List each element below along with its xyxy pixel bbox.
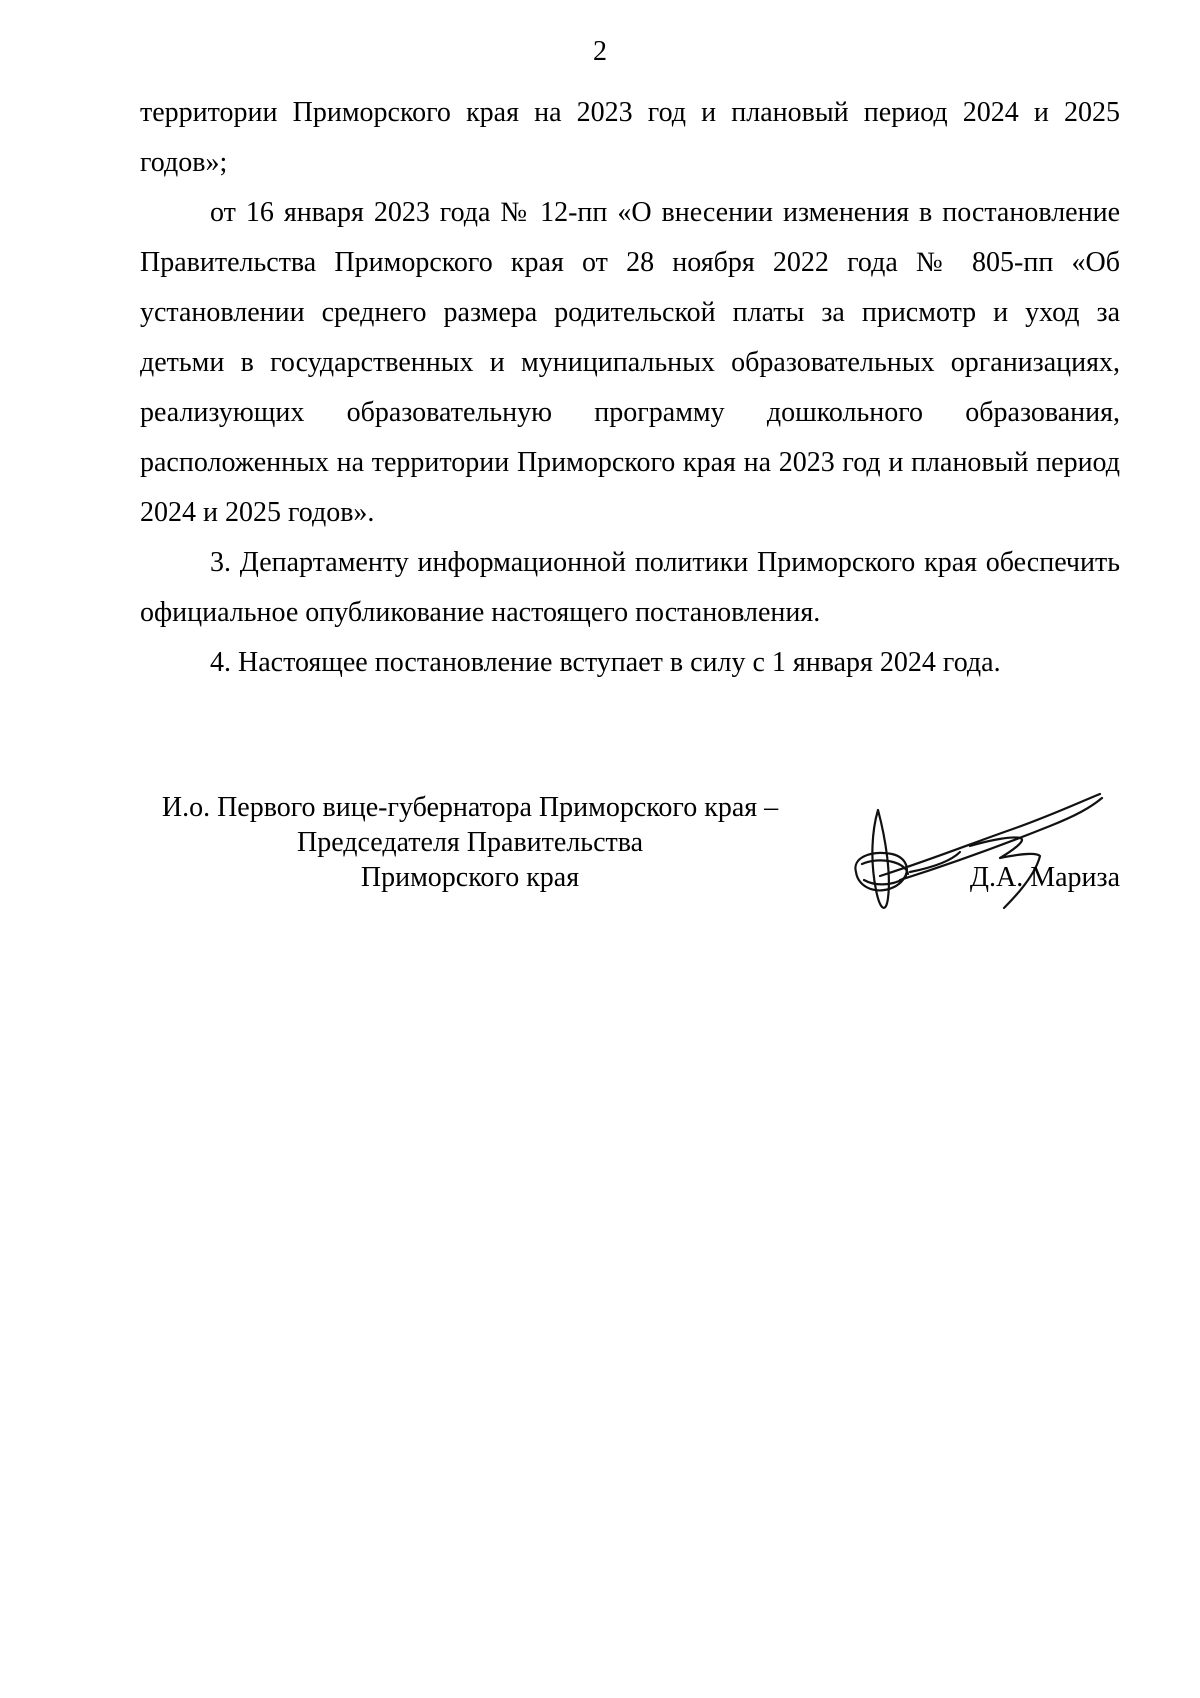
paragraph-item-4: 4. Настоящее постановление вступает в силу с 1 января 2024 года.	[210, 647, 1001, 678]
signatory-title	[140, 790, 800, 895]
signatory-title-line-1: И.о. Первого вице-губернатора Приморского края –	[161, 792, 779, 823]
page-number: 2	[593, 36, 607, 67]
signature-block	[140, 790, 1120, 920]
signatory-title-line-3: Приморского края	[360, 862, 580, 893]
paragraph-item-3: 3. Департаменту информационной политики Приморского края обеспечить официальное опубликование настоящего постановления.	[140, 547, 1120, 628]
paragraph-amendment-reference: от 16 января 2023 года № 12-пп «О внесении изменения в постановление Правительства Приморского края от 28 ноября 2022 года № 805-пп «Об установлении среднего размера родительской платы за присмотр и уход за детьми в государственных и муниципальных образовательных организациях, реализующих образовательную программу дошкольного образования, расположенных на территории Приморского края на 2023 год и плановый период 2024 и 2025 годов».	[140, 197, 1120, 528]
signatory-name: Д.А. Мариза	[969, 862, 1120, 893]
handwritten-signature	[760, 780, 1140, 920]
paragraph-continuation: территории Приморского края на 2023 год и плановый период 2024 и 2025 годов»;	[140, 97, 1120, 178]
signatory-title-line-2: Председателя Правительства	[296, 827, 644, 858]
document-body	[140, 88, 1120, 688]
